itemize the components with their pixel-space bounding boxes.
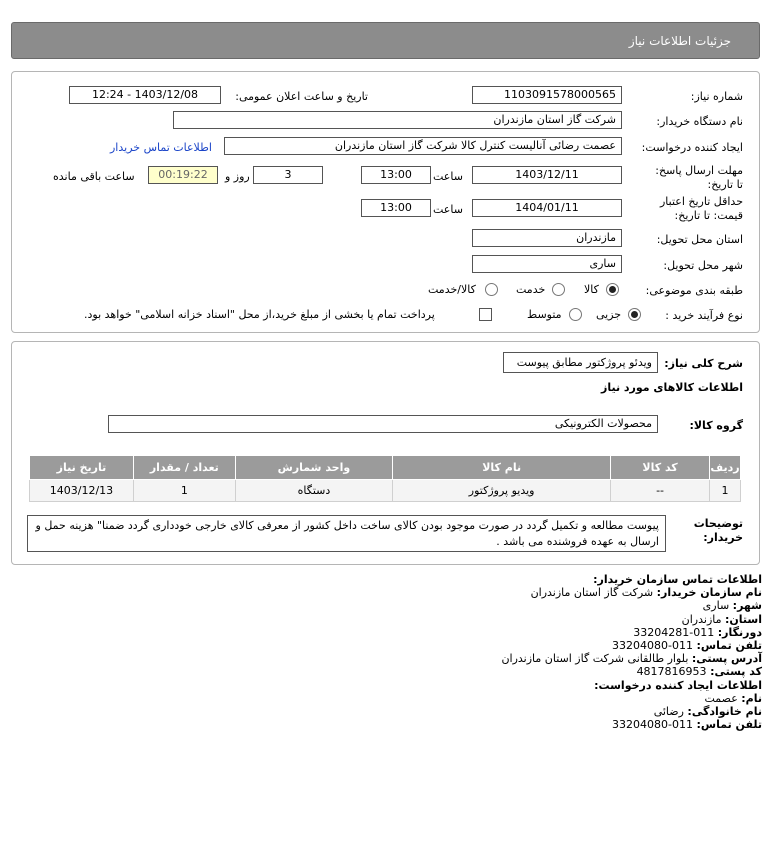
category-option-goods: کالا (584, 283, 599, 296)
contact-buyer-name-label: نام سازمان خريدار: (656, 586, 762, 600)
city-field[interactable]: ساری (472, 255, 622, 273)
buyer-contact-link[interactable]: اطلاعات تماس خریدار (110, 141, 212, 154)
col-quantity: تعداد / مقدار (133, 456, 235, 480)
deadline-label: مهلت ارسال پاسخ: تا تاریخ: (655, 164, 743, 191)
deadline-date-field[interactable]: 1403/12/11 (472, 166, 622, 184)
category-option-both: کالا/خدمت (428, 283, 476, 296)
need-number-field[interactable]: 1103091578000565 (472, 86, 622, 104)
contact-province: مازندران (681, 612, 722, 626)
contact-title: اطلاعات تماس سازمان خريدار: (593, 573, 762, 586)
announce-datetime-field[interactable]: 1403/12/08 - 12:24 (69, 86, 221, 104)
treasury-payment-checkbox[interactable] (479, 308, 492, 321)
col-code: کد کالا (611, 456, 710, 480)
treasury-payment-label: پرداخت تمام يا بخشی از مبلغ خريد،از محل "اسناد خزانه اسلامی" خواهد بود. (84, 308, 435, 321)
buyer-notes-field[interactable]: پیوست مطالعه و تکمیل گردد در صورت موجود بودن کالای ساخت داخل کشور از معرفی کالای خارجی خودداری گردد ضمنا" هزینه حمل و ارسال به عهده فروشنده می باشد . (27, 515, 666, 552)
creator-field[interactable]: عصمت رضائی آنالیست کنترل کالا شرکت گاز استان مازندران (224, 137, 622, 155)
page-header (11, 22, 760, 59)
category-radio-service[interactable] (552, 283, 565, 296)
creator-contact-title: اطلاعات ايجاد کننده درخواست: (594, 678, 762, 692)
contact-buyer-name: شرکت گاز استان مازندران (530, 586, 654, 600)
days-field[interactable]: 3 (253, 166, 323, 184)
cell-unit: دستگاه (235, 480, 392, 502)
process-option-small: جزيی (596, 308, 622, 321)
contact-first-name-label: نام: (741, 691, 762, 705)
contact-city-label: شهر: (732, 599, 762, 613)
validity-date-field[interactable]: 1404/01/11 (472, 199, 622, 217)
category-radio-goods[interactable] (606, 283, 619, 296)
province-field[interactable]: مازندران (472, 229, 622, 247)
goods-info-title: اطلاعات کالاهای مورد نياز (601, 381, 743, 394)
deadline-time-label: ساعت (433, 170, 463, 183)
buyer-contact-section (22, 573, 762, 731)
contact-postal-label: کد پستی: (710, 665, 762, 679)
goods-table-header (30, 456, 741, 480)
buyer-org-label: نام دستگاه خريدار: (656, 115, 743, 128)
col-name: نام کالا (393, 456, 611, 480)
process-radio-small[interactable] (628, 308, 641, 321)
contact-creator-phone-label: تلفن تماس: (696, 718, 762, 732)
cell-row: 1 (709, 480, 740, 502)
remaining-timer: 00:19:22 (148, 166, 218, 184)
cell-need-date: 1403/12/13 (30, 480, 134, 502)
buyer-org-field[interactable]: شرکت گاز استان مازندران (173, 111, 622, 129)
contact-postal: 4817816953 (636, 665, 707, 679)
contact-address-label: آدرس پستی: (691, 652, 762, 666)
contact-last-name: رضائی (653, 705, 684, 719)
city-label: شهر محل تحويل: (663, 259, 743, 272)
validity-time-label: ساعت (433, 203, 463, 216)
deadline-time-field[interactable]: 13:00 (361, 166, 431, 184)
contact-phone: 011-33204080 (612, 639, 694, 653)
process-option-medium: متوسط (527, 308, 562, 321)
contact-city: ساری (702, 599, 730, 613)
contact-address: بلوار طالقانی شرکت گاز استان مازندران (501, 652, 689, 666)
cell-name: ویدیو پروژکتور (393, 480, 611, 502)
col-row: رديف (709, 456, 740, 480)
buyer-notes-label: توضيحات خريدار: (693, 517, 743, 544)
contact-last-name-label: نام خانوادگی: (687, 705, 762, 719)
table-row[interactable] (30, 480, 741, 502)
province-label: استان محل تحويل: (656, 233, 743, 246)
cell-quantity: 1 (133, 480, 235, 502)
remaining-label: ساعت باقی مانده (53, 170, 135, 183)
summary-field[interactable]: ویدئو پروژکتور مطابق پیوست (503, 352, 658, 373)
validity-label: حداقل تاريخ اعتبار قيمت: تا تاريخ: (659, 195, 743, 222)
contact-phone-label: تلفن تماس: (696, 639, 762, 653)
validity-time-field[interactable]: 13:00 (361, 199, 431, 217)
col-unit: واحد شمارش (235, 456, 392, 480)
contact-fax-label: دورنگار: (717, 625, 762, 639)
summary-label: شرح کلی نياز: (664, 357, 743, 370)
category-option-service: خدمت (516, 283, 546, 296)
days-label: روز و (225, 170, 250, 183)
creator-label: ايجاد کننده درخواست: (641, 141, 743, 154)
category-label: طبقه بندی موضوعی: (645, 284, 743, 297)
goods-table (29, 455, 741, 502)
contact-first-name: عصمت (704, 691, 738, 705)
process-radio-medium[interactable] (569, 308, 582, 321)
goods-group-field[interactable]: محصولات الکترونیکی (108, 415, 658, 433)
col-need-date: تاريخ نياز (30, 456, 134, 480)
goods-group-label: گروه کالا: (689, 419, 743, 432)
cell-code: -- (611, 480, 710, 502)
category-radio-both[interactable] (485, 283, 498, 296)
contact-province-label: استان: (725, 612, 762, 626)
process-label: نوع فرآيند خريد : (665, 309, 743, 322)
contact-fax: 011-33204281 (633, 625, 715, 639)
contact-creator-phone: 011-33204080 (612, 718, 694, 732)
need-number-label: شماره نياز: (690, 90, 743, 103)
page-title: جزئيات اطلاعات نياز (628, 34, 731, 48)
announce-label: تاریخ و ساعت اعلان عمومی: (235, 90, 368, 103)
